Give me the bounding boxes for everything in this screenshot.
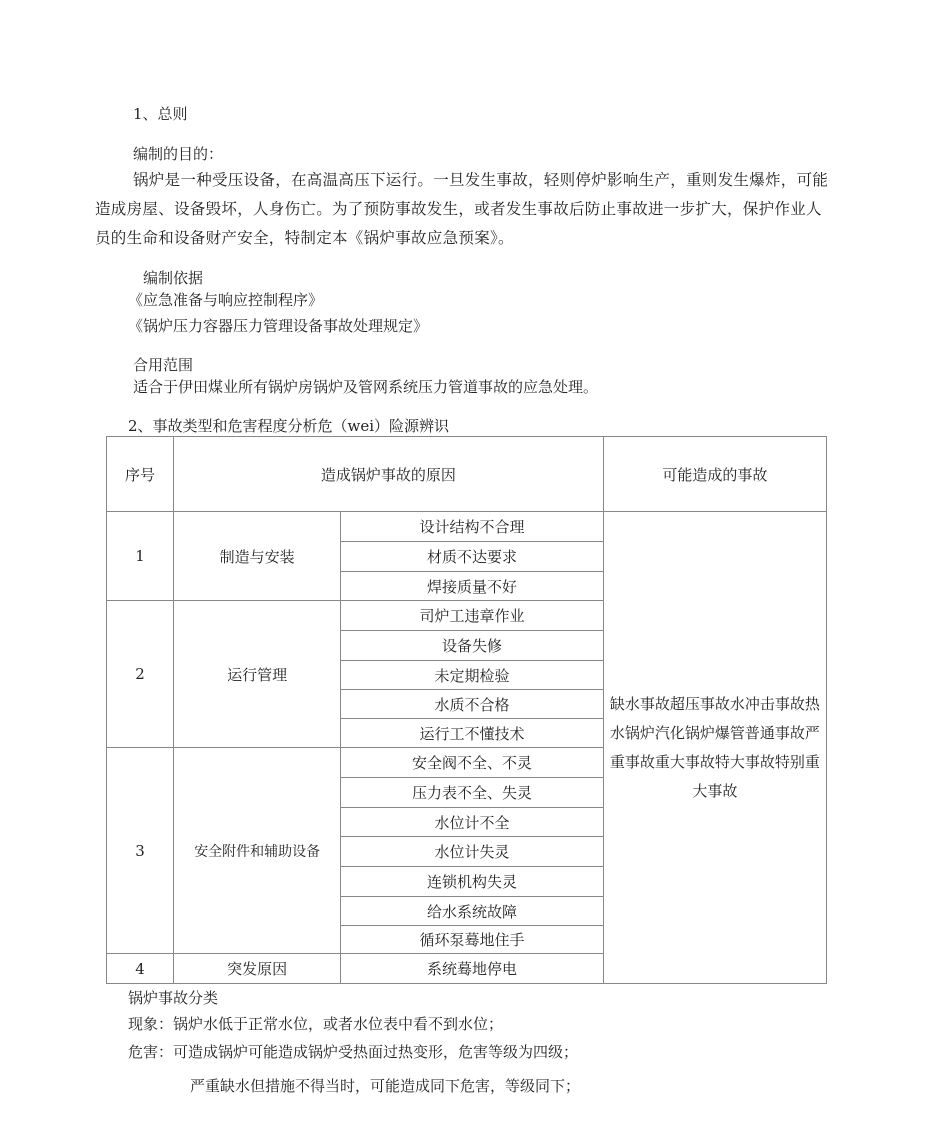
header-cause: 造成锅炉事故的原因 xyxy=(174,437,604,512)
basis-item: 《锅炉压力容器压力管理设备事故处理规定》 xyxy=(128,317,429,335)
row-no: 1 xyxy=(107,512,174,601)
cause-cell: 水质不合格 xyxy=(341,690,603,719)
section-general-heading: 1、总则 xyxy=(133,105,188,123)
risk-table xyxy=(106,436,827,984)
row-no: 2 xyxy=(107,601,174,748)
row-no: 4 xyxy=(107,954,174,984)
cause-cell: 未定期检验 xyxy=(341,661,603,690)
accident-types-cell: 缺水事故超压事故水冲击事故热水锅炉汽化锅炉爆管普通事故严重事故重大事故特大事故特别重大事故 xyxy=(603,512,826,984)
cause-cell: 水位计失灵 xyxy=(341,837,603,867)
basis-item: 《应急准备与响应控制程序》 xyxy=(128,291,324,309)
row-category: 安全附件和辅助设备 xyxy=(174,748,341,954)
purpose-paragraph: 锅炉是一种受压设备，在高温高压下运行。一旦发生事故，轻则停炉影响生产，重则发生爆炸，可能造成房屋、设备毁坏，人身伤亡。为了预防事故发生，或者发生事故后防止事故进一步扩大，保护作业人员的生命和设备财产安全，特制定本《锅炉事故应急预案》。 xyxy=(95,171,829,247)
cause-cell: 司炉工违章作业 xyxy=(341,601,603,631)
cause-cell: 连锁机构失灵 xyxy=(341,867,603,897)
cause-cell: 压力表不全、失灵 xyxy=(341,778,603,808)
analysis-heading: 2、事故类型和危害程度分析危（wei）险源辨识 xyxy=(128,417,450,435)
cause-cell: 设备失修 xyxy=(341,631,603,661)
row-no: 3 xyxy=(107,748,174,954)
cause-cell: 安全阀不全、不灵 xyxy=(341,748,603,778)
classification-heading: 锅炉事故分类 xyxy=(128,989,219,1007)
row-category: 突发原因 xyxy=(174,954,341,984)
row-category: 运行管理 xyxy=(174,601,341,748)
cause-cell: 给水系统故障 xyxy=(341,897,603,926)
cause-cell: 材质不达要求 xyxy=(341,542,603,572)
cause-cell: 运行工不懂技术 xyxy=(341,719,603,748)
severe-shortage-text: 严重缺水但措施不得当时，可能造成同下危害，等级同下； xyxy=(190,1077,581,1095)
table-row xyxy=(107,512,827,542)
table-header-row xyxy=(107,437,827,512)
cause-cell: 系统蓦地停电 xyxy=(341,954,603,984)
cause-cell: 焊接质量不好 xyxy=(341,572,603,601)
purpose-heading: 编制的目的： xyxy=(133,145,224,163)
phenomenon-text: 现象：锅炉水低于正常水位，或者水位表中看不到水位； xyxy=(128,1015,504,1033)
header-no: 序号 xyxy=(107,437,174,512)
basis-heading: 编制依据 xyxy=(143,269,204,287)
row-category: 制造与安装 xyxy=(174,512,341,601)
header-accident: 可能造成的事故 xyxy=(603,437,826,512)
cause-cell: 循环泵蓦地住手 xyxy=(341,926,603,954)
scope-text: 适合于伊田煤业所有锅炉房锅炉及管网系统压力管道事故的应急处理。 xyxy=(133,378,599,396)
scope-heading: 合用范围 xyxy=(133,356,194,374)
hazard-text: 危害：可造成锅炉可能造成锅炉受热面过热变形，危害等级为四级； xyxy=(128,1043,579,1061)
cause-cell: 水位计不全 xyxy=(341,808,603,837)
cause-cell: 设计结构不合理 xyxy=(341,512,603,542)
